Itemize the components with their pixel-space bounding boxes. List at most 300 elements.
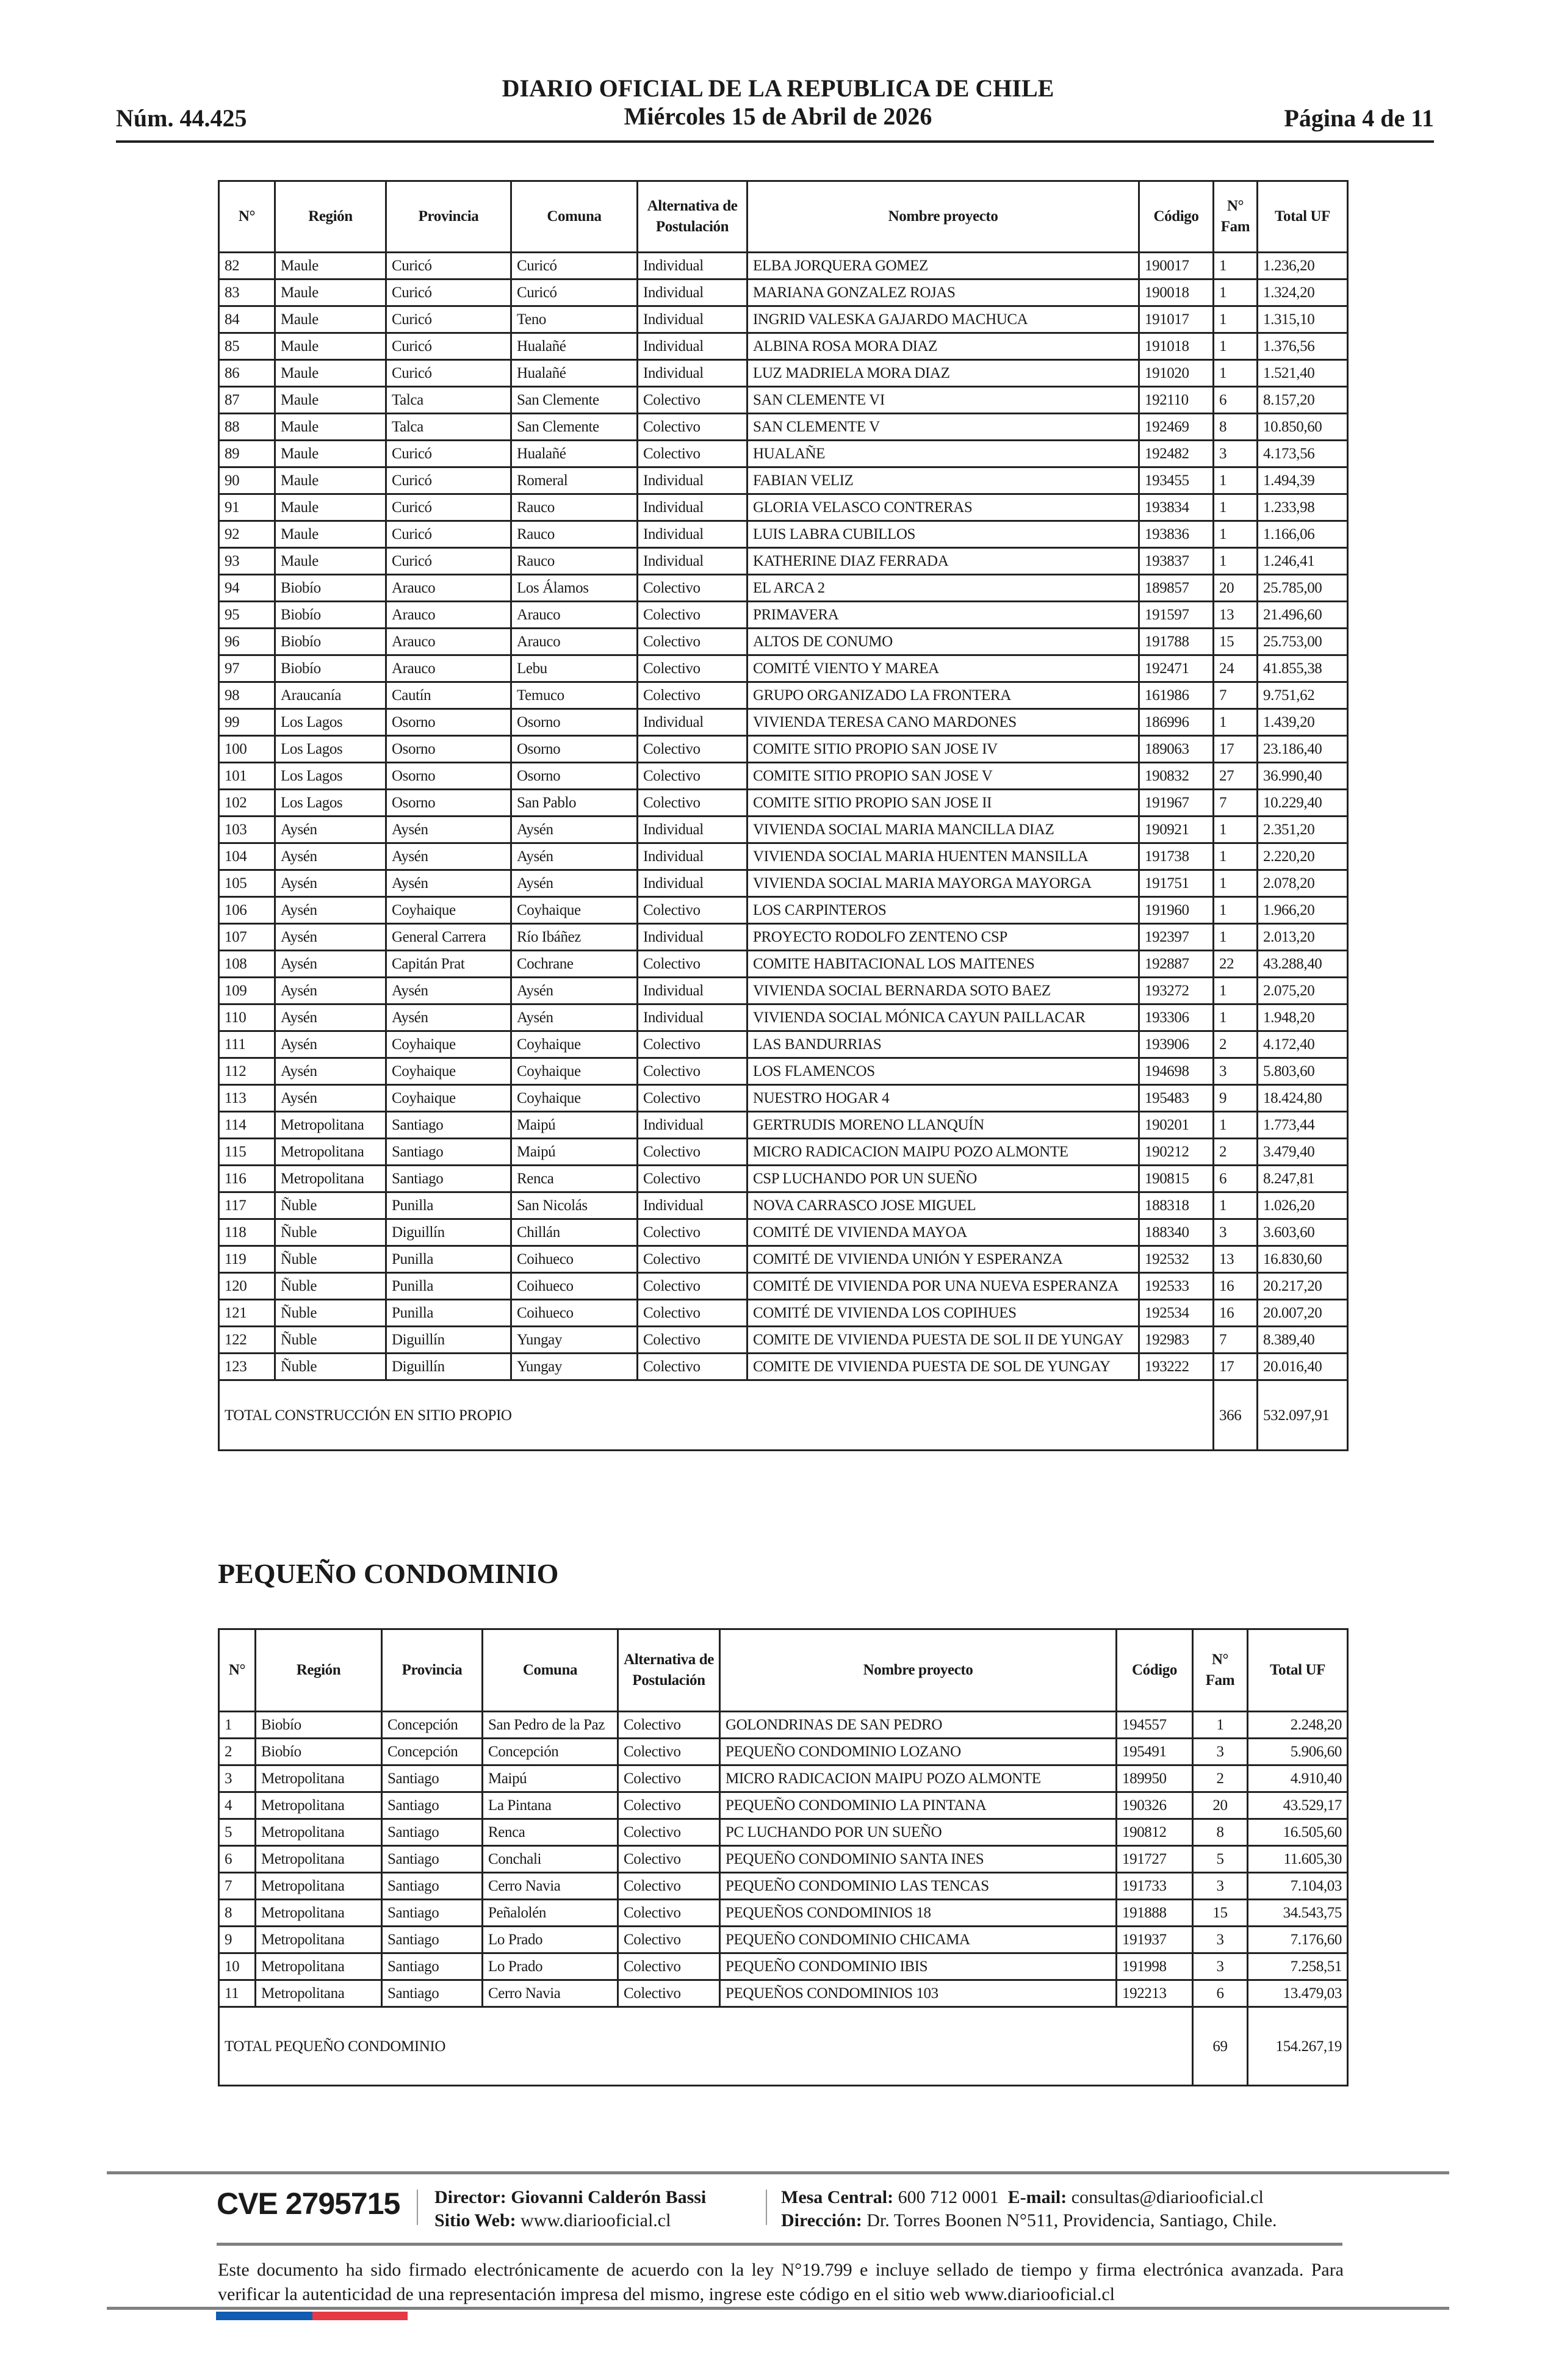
cell-provincia: Coyhaique [386,897,511,924]
table-row [219,467,1348,494]
cell-provincia: Diguillín [386,1327,511,1354]
cell-codigo: 192887 [1139,951,1214,978]
cell-provincia: Curicó [386,306,511,333]
cell-n-fam: 7 [1214,790,1258,817]
cell-n: 100 [219,736,275,763]
cell-region: Maule [275,360,386,387]
cell-alternativa: Individual [638,978,747,1004]
email-label: E-mail: [1007,2187,1067,2207]
table-row [219,897,1348,924]
table-row [219,709,1348,736]
total-uf: 532.097,91 [1258,1380,1348,1451]
cell-n-fam: 1 [1214,494,1258,521]
cell-nombre-proyecto: KATHERINE DIAZ FERRADA [747,548,1139,575]
website-link[interactable]: www.diariooficial.cl [520,2210,671,2230]
cell-n: 107 [219,924,275,951]
cell-n-fam: 16 [1214,1300,1258,1327]
table-row [219,279,1348,306]
address-label: Dirección: [781,2210,862,2230]
cell-n: 114 [219,1112,275,1139]
cell-n: 6 [219,1846,256,1873]
cell-n: 115 [219,1139,275,1166]
cell-n-fam: 2 [1214,1031,1258,1058]
table-row [219,1058,1348,1085]
cell-n: 106 [219,897,275,924]
issue-date: Miércoles 15 de Abril de 2026 [624,103,932,130]
cell-codigo: 192471 [1139,655,1214,682]
column-header-region: Región [256,1629,382,1712]
cell-provincia: Osorno [386,790,511,817]
cell-nombre-proyecto: COMITE HABITACIONAL LOS MAITENES [747,951,1139,978]
table-row [219,1112,1348,1139]
cell-region: Metropolitana [275,1139,386,1166]
cell-total-uf: 16.830,60 [1258,1246,1348,1273]
cell-nombre-proyecto: PEQUEÑO CONDOMINIO LA PINTANA [720,1792,1117,1819]
cell-region: Ñuble [275,1327,386,1354]
cell-comuna: Curicó [511,279,638,306]
table-row [219,306,1348,333]
issue-number: Núm. 44.425 [116,104,247,132]
cell-n-fam: 15 [1214,629,1258,655]
cell-comuna: Rauco [511,494,638,521]
cell-comuna: Coihueco [511,1300,638,1327]
cell-total-uf: 4.173,56 [1258,441,1348,467]
cell-nombre-proyecto: SAN CLEMENTE VI [747,387,1139,414]
cell-codigo: 186996 [1139,709,1214,736]
table-row [219,843,1348,870]
email-link[interactable]: consultas@diariooficial.cl [1071,2187,1264,2207]
cell-region: Metropolitana [256,1792,382,1819]
cell-nombre-proyecto: PEQUEÑO CONDOMINIO IBIS [720,1953,1117,1980]
cell-comuna: Yungay [511,1327,638,1354]
cell-codigo: 190201 [1139,1112,1214,1139]
cell-nombre-proyecto: LUZ MADRIELA MORA DIAZ [747,360,1139,387]
cell-comuna: Peñalolén [483,1900,618,1927]
table-row [219,682,1348,709]
cell-codigo: 189950 [1117,1765,1193,1792]
footer-mid-divider [217,2243,1342,2246]
cell-n: 116 [219,1166,275,1192]
cell-n: 110 [219,1004,275,1031]
cell-comuna: Lo Prado [483,1927,618,1953]
cell-total-uf: 10.229,40 [1258,790,1348,817]
cell-nombre-proyecto: PROYECTO RODOLFO ZENTENO CSP [747,924,1139,951]
cell-nombre-proyecto: INGRID VALESKA GAJARDO MACHUCA [747,306,1139,333]
cell-region: Ñuble [275,1192,386,1219]
cell-nombre-proyecto: COMITÉ DE VIVIENDA LOS COPIHUES [747,1300,1139,1327]
cell-n-fam: 1 [1214,817,1258,843]
cell-codigo: 193222 [1139,1354,1214,1380]
cell-provincia: Punilla [386,1273,511,1300]
cell-n-fam: 1 [1214,1192,1258,1219]
cell-n: 94 [219,575,275,602]
cell-region: Maule [275,333,386,360]
cell-alternativa: Colectivo [618,1953,720,1980]
newspaper-title: DIARIO OFICIAL DE LA REPUBLICA DE CHILE [502,74,1054,102]
column-header-n-fam: N° Fam [1214,181,1258,253]
cell-total-uf: 4.172,40 [1258,1031,1348,1058]
cell-total-uf: 1.166,06 [1258,521,1348,548]
cell-provincia: Cautín [386,682,511,709]
cell-n: 83 [219,279,275,306]
cell-n-fam: 3 [1193,1739,1248,1765]
cell-comuna: Coihueco [511,1273,638,1300]
cell-provincia: Diguillín [386,1354,511,1380]
table-row [219,1327,1348,1354]
cell-total-uf: 23.186,40 [1258,736,1348,763]
cell-nombre-proyecto: CSP LUCHANDO POR UN SUEÑO [747,1166,1139,1192]
cell-provincia: Santiago [386,1112,511,1139]
cell-region: Maule [275,306,386,333]
cell-region: Metropolitana [256,1846,382,1873]
cell-region: Metropolitana [256,1953,382,1980]
cell-total-uf: 2.013,20 [1258,924,1348,951]
cell-n: 119 [219,1246,275,1273]
cell-n-fam: 13 [1214,1246,1258,1273]
cell-total-uf: 8.389,40 [1258,1327,1348,1354]
cell-alternativa: Colectivo [638,655,747,682]
cell-alternativa: Individual [638,253,747,279]
footer-separator [766,2190,767,2225]
legal-notice: Este documento ha sido firmado electrónicamente de acuerdo con la ley N°19.799 e incluye sellado de tiempo y firma electrónica avanzada. Para verificar la autenticidad de una representación impresa del mismo, ingrese este código en el sitio web www.diariooficial.cl [218,2260,1344,2304]
table-row [219,494,1348,521]
cell-codigo: 192213 [1117,1980,1193,2007]
cell-comuna: Yungay [511,1354,638,1380]
cell-nombre-proyecto: COMITÉ DE VIVIENDA POR UNA NUEVA ESPERANZA [747,1273,1139,1300]
cell-alternativa: Colectivo [618,1846,720,1873]
cell-alternativa: Colectivo [638,1139,747,1166]
cell-n: 93 [219,548,275,575]
cell-alternativa: Colectivo [638,1273,747,1300]
cell-alternativa: Colectivo [638,1354,747,1380]
cell-provincia: Aysén [386,843,511,870]
column-header-n-fam: N° Fam [1193,1629,1248,1712]
table-row [219,548,1348,575]
cell-region: Maule [275,494,386,521]
cell-provincia: Curicó [386,494,511,521]
cell-alternativa: Colectivo [638,441,747,467]
column-header-codigo: Código [1117,1629,1193,1712]
cell-n: 102 [219,790,275,817]
cell-codigo: 192983 [1139,1327,1214,1354]
cell-n-fam: 9 [1214,1085,1258,1112]
cell-codigo: 190017 [1139,253,1214,279]
cell-alternativa: Colectivo [638,736,747,763]
table-row [219,655,1348,682]
cell-provincia: Arauco [386,655,511,682]
cell-n-fam: 6 [1193,1980,1248,2007]
page-indicator: Página 4 de 11 [1284,104,1434,132]
cell-alternativa: Colectivo [638,1246,747,1273]
cell-provincia: Curicó [386,548,511,575]
cell-comuna: Arauco [511,602,638,629]
cell-provincia: Santiago [382,1819,483,1846]
cell-alternativa: Colectivo [638,1031,747,1058]
cell-nombre-proyecto: VIVIENDA SOCIAL MARIA MANCILLA DIAZ [747,817,1139,843]
cell-n: 82 [219,253,275,279]
cell-n: 123 [219,1354,275,1380]
cell-total-uf: 43.529,17 [1248,1792,1348,1819]
cell-total-uf: 1.315,10 [1258,306,1348,333]
cell-alternativa: Individual [638,817,747,843]
cell-total-uf: 25.785,00 [1258,575,1348,602]
cell-comuna: Curicó [511,253,638,279]
cell-codigo: 189063 [1139,736,1214,763]
cell-comuna: Maipú [511,1112,638,1139]
cell-n: 105 [219,870,275,897]
cell-total-uf: 13.479,03 [1248,1980,1348,2007]
cell-provincia: Curicó [386,441,511,467]
cell-total-uf: 10.850,60 [1258,414,1348,441]
cell-n-fam: 7 [1214,1327,1258,1354]
total-uf: 154.267,19 [1248,2007,1348,2086]
cell-nombre-proyecto: COMITE SITIO PROPIO SAN JOSE V [747,763,1139,790]
phone-number: 600 712 0001 [898,2187,999,2207]
cell-region: Aysén [275,897,386,924]
cell-total-uf: 9.751,62 [1258,682,1348,709]
cell-total-uf: 43.288,40 [1258,951,1348,978]
cell-n: 2 [219,1739,256,1765]
total-label: TOTAL CONSTRUCCIÓN EN SITIO PROPIO [219,1380,1214,1451]
table-header-row [219,1629,1348,1712]
cell-provincia: Osorno [386,709,511,736]
cell-codigo: 191020 [1139,360,1214,387]
cell-region: Ñuble [275,1354,386,1380]
cell-n: 11 [219,1980,256,2007]
cell-provincia: General Carrera [386,924,511,951]
cell-alternativa: Colectivo [618,1819,720,1846]
cell-n-fam: 22 [1214,951,1258,978]
cell-nombre-proyecto: COMITÉ DE VIVIENDA UNIÓN Y ESPERANZA [747,1246,1139,1273]
cell-n-fam: 8 [1193,1819,1248,1846]
column-header-alternativa: Alternativa de Postulación [638,181,747,253]
table-row [219,521,1348,548]
cell-total-uf: 1.324,20 [1258,279,1348,306]
cell-comuna: Chillán [511,1219,638,1246]
cell-region: Maule [275,414,386,441]
total-fam: 69 [1193,2007,1248,2086]
header-divider [116,140,1434,143]
cell-n: 99 [219,709,275,736]
cell-n: 113 [219,1085,275,1112]
cell-n-fam: 1 [1214,360,1258,387]
cell-provincia: Arauco [386,629,511,655]
column-header-total-uf: Total UF [1248,1629,1348,1712]
table-row [219,1873,1348,1900]
cell-n: 89 [219,441,275,467]
cell-codigo: 192482 [1139,441,1214,467]
cell-comuna: La Pintana [483,1792,618,1819]
cell-provincia: Punilla [386,1300,511,1327]
cell-region: Biobío [275,655,386,682]
cell-codigo: 191888 [1117,1900,1193,1927]
cell-alternativa: Individual [638,924,747,951]
cell-nombre-proyecto: LUIS LABRA CUBILLOS [747,521,1139,548]
table-row [219,1273,1348,1300]
cell-codigo: 193306 [1139,1004,1214,1031]
table-row [219,414,1348,441]
cell-n-fam: 1 [1214,870,1258,897]
table-row [219,951,1348,978]
cell-n-fam: 7 [1214,682,1258,709]
cell-n: 108 [219,951,275,978]
cell-nombre-proyecto: PC LUCHANDO POR UN SUEÑO [720,1819,1117,1846]
cell-n-fam: 3 [1193,1927,1248,1953]
cell-provincia: Santiago [386,1166,511,1192]
cell-n: 87 [219,387,275,414]
address-text: Dr. Torres Boonen N°511, Providencia, Santiago, Chile. [866,2210,1277,2230]
cell-total-uf: 21.496,60 [1258,602,1348,629]
table-row [219,870,1348,897]
cell-nombre-proyecto: HUALAÑE [747,441,1139,467]
cell-n: 104 [219,843,275,870]
cell-total-uf: 1.494,39 [1258,467,1348,494]
cell-n-fam: 3 [1214,441,1258,467]
cell-total-uf: 20.016,40 [1258,1354,1348,1380]
table-row [219,1953,1348,1980]
cell-comuna: Cerro Navia [483,1980,618,2007]
cell-alternativa: Individual [638,467,747,494]
table-row [219,1192,1348,1219]
cell-nombre-proyecto: PEQUEÑOS CONDOMINIOS 103 [720,1980,1117,2007]
cell-provincia: Santiago [382,1765,483,1792]
cell-total-uf: 8.157,20 [1258,387,1348,414]
cell-total-uf: 1.773,44 [1258,1112,1348,1139]
cell-nombre-proyecto: EL ARCA 2 [747,575,1139,602]
cell-n-fam: 1 [1193,1712,1248,1739]
cell-total-uf: 2.248,20 [1248,1712,1348,1739]
cell-provincia: Coyhaique [386,1031,511,1058]
cell-n: 117 [219,1192,275,1219]
cell-comuna: Aysén [511,843,638,870]
cell-region: Aysén [275,817,386,843]
cell-n-fam: 1 [1214,1004,1258,1031]
cell-alternativa: Colectivo [638,1327,747,1354]
cell-n-fam: 17 [1214,736,1258,763]
cell-region: Aysén [275,1058,386,1085]
cell-provincia: Curicó [386,360,511,387]
cell-comuna: Cochrane [511,951,638,978]
cell-provincia: Talca [386,414,511,441]
cell-alternativa: Colectivo [618,1765,720,1792]
cell-codigo: 190921 [1139,817,1214,843]
cell-n-fam: 5 [1193,1846,1248,1873]
table-row [219,1739,1348,1765]
cell-provincia: Aysén [386,978,511,1004]
cell-total-uf: 2.351,20 [1258,817,1348,843]
cell-codigo: 188318 [1139,1192,1214,1219]
cell-comuna: San Nicolás [511,1192,638,1219]
cell-total-uf: 25.753,00 [1258,629,1348,655]
cell-total-uf: 1.233,98 [1258,494,1348,521]
cell-region: Metropolitana [256,1873,382,1900]
cell-region: Metropolitana [256,1765,382,1792]
cell-n: 4 [219,1792,256,1819]
cell-region: Maule [275,279,386,306]
cell-comuna: Hualañé [511,441,638,467]
column-header-total-uf: Total UF [1258,181,1348,253]
cell-provincia: Curicó [386,253,511,279]
cell-alternativa: Individual [638,1192,747,1219]
cell-alternativa: Individual [638,1004,747,1031]
cell-n: 118 [219,1219,275,1246]
cell-provincia: Santiago [382,1873,483,1900]
cell-comuna: Hualañé [511,360,638,387]
cell-nombre-proyecto: COMITE SITIO PROPIO SAN JOSE II [747,790,1139,817]
table-row [219,1139,1348,1166]
cell-total-uf: 1.966,20 [1258,897,1348,924]
column-header-alternativa: Alternativa de Postulación [618,1629,720,1712]
section-title: PEQUEÑO CONDOMINIO [218,1558,559,1589]
cell-codigo: 190212 [1139,1139,1214,1166]
cell-total-uf: 2.078,20 [1258,870,1348,897]
cell-provincia: Concepción [382,1712,483,1739]
cell-n-fam: 17 [1214,1354,1258,1380]
table-row [219,441,1348,467]
cell-n-fam: 1 [1214,279,1258,306]
table-row [219,1166,1348,1192]
cell-n-fam: 1 [1214,978,1258,1004]
cell-comuna: San Clemente [511,414,638,441]
cell-codigo: 191751 [1139,870,1214,897]
cell-provincia: Santiago [386,1139,511,1166]
cell-provincia: Curicó [386,279,511,306]
total-row [219,1380,1348,1451]
table-row [219,736,1348,763]
table-row [219,253,1348,279]
cell-region: Araucanía [275,682,386,709]
cell-region: Metropolitana [256,1900,382,1927]
table-row [219,1246,1348,1273]
cell-nombre-proyecto: MARIANA GONZALEZ ROJAS [747,279,1139,306]
cell-codigo: 190812 [1117,1819,1193,1846]
cell-nombre-proyecto: VIVIENDA SOCIAL MARIA HUENTEN MANSILLA [747,843,1139,870]
cell-comuna: Aysén [511,978,638,1004]
cell-n: 7 [219,1873,256,1900]
cell-codigo: 191967 [1139,790,1214,817]
cell-total-uf: 2.075,20 [1258,978,1348,1004]
cell-comuna: Osorno [511,736,638,763]
cell-n: 92 [219,521,275,548]
cell-alternativa: Colectivo [618,1873,720,1900]
cell-comuna: Cerro Navia [483,1873,618,1900]
cell-alternativa: Colectivo [638,629,747,655]
cell-comuna: Maipú [511,1139,638,1166]
cell-provincia: Aysén [386,870,511,897]
cell-nombre-proyecto: FABIAN VELIZ [747,467,1139,494]
table-row [219,387,1348,414]
cell-n: 95 [219,602,275,629]
cell-n-fam: 1 [1214,521,1258,548]
director-info [434,2186,706,2232]
cell-alternativa: Individual [638,360,747,387]
cell-region: Aysén [275,1085,386,1112]
cell-total-uf: 1.246,41 [1258,548,1348,575]
cell-comuna: San Pedro de la Paz [483,1712,618,1739]
cell-codigo: 190815 [1139,1166,1214,1192]
cell-codigo: 191727 [1117,1846,1193,1873]
cell-comuna: Coyhaique [511,897,638,924]
cell-alternativa: Colectivo [638,414,747,441]
cell-provincia: Coyhaique [386,1085,511,1112]
cell-n-fam: 15 [1193,1900,1248,1927]
cell-provincia: Osorno [386,763,511,790]
cell-alternativa: Individual [638,333,747,360]
cell-alternativa: Colectivo [638,387,747,414]
cell-total-uf: 16.505,60 [1248,1819,1348,1846]
cell-codigo: 193837 [1139,548,1214,575]
website-label: Sitio Web: [434,2210,516,2230]
